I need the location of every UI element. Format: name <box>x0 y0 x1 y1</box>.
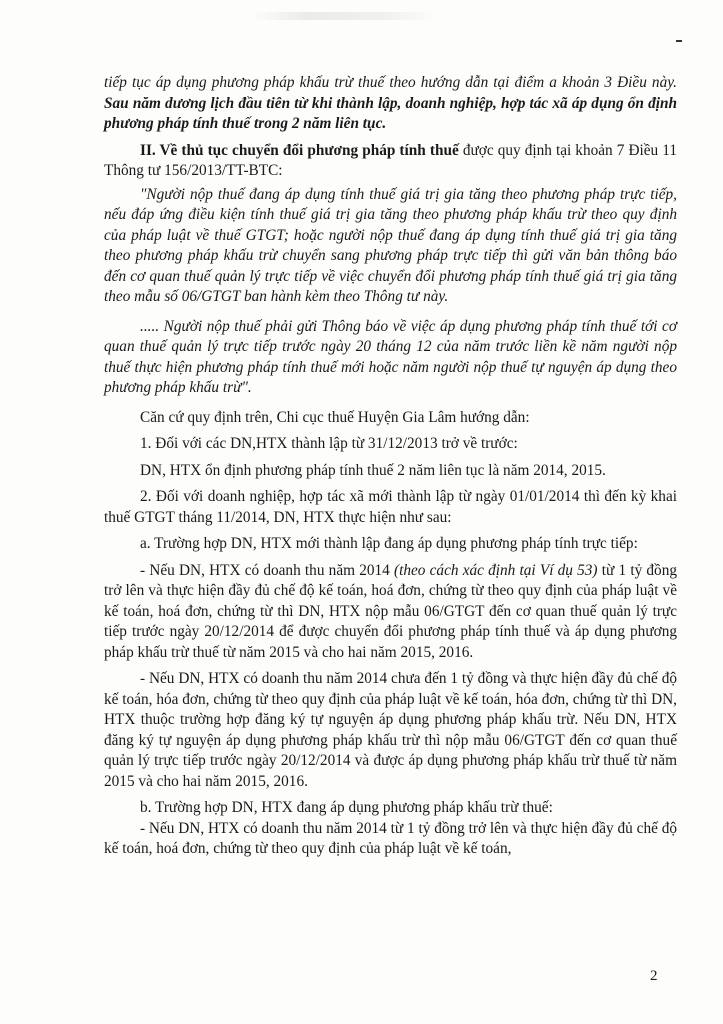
quote-paragraph-1: "Người nộp thuế đang áp dụng tính thuế giá trị gia tăng theo phương pháp trực tiếp, nếu đáp ứng điều kiện tính thuế giá trị gia tăng theo phương pháp khấu trừ theo quy định của pháp luật về thuế GTGT; hoặc người nộp thuế đang áp dụng tính thuế giá trị gia tăng theo phương pháp khấu trừ chuyển sang phương pháp trực tiếp thì gửi văn bản thông báo đến cơ quan thuế quản lý trực tiếp về việc chuyển đổi phương pháp tính thuế giá trị gia tăng theo mẫu số 06/GTGT ban hành kèm theo Thông tư này. <box>104 185 677 305</box>
section-2-paragraph <box>104 141 677 182</box>
scan-shadow <box>250 12 440 20</box>
item-1-heading: 1. Đối với các DN,HTX thành lập từ 31/12/2013 trở về trước: <box>140 435 518 452</box>
item-2a-bullet-2: - Nếu DN, HTX có doanh thu năm 2014 chưa đến 1 tỷ đồng và thực hiện đầy đủ chế độ kế toán, hóa đơn, chứng từ theo quy định của pháp luật về kế toán, hóa đơn, chứng từ thì DN, HTX thuộc trường hợp đăng ký tự nguyện áp dụng phương pháp khấu trừ. Nếu DN, HTX đăng ký tự nguyện áp dụng phương pháp khấu trừ thì nộp mẫu 06/GTGT đến cơ quan thuế quản lý trực tiếp trước ngày 20/12/2014 và được áp dụng phương pháp khấu trừ thuế từ năm 2015 và cho hai năm 2015, 2016. <box>104 670 677 790</box>
item-2a-bullet-1 <box>104 561 677 664</box>
bullet-1-start: - Nếu DN, HTX có doanh thu năm 2014 <box>140 561 390 579</box>
bullet-1-italic: (theo cách xác định tại Ví dụ 53) <box>394 561 598 579</box>
item-2a-heading: a. Trường hợp DN, HTX mới thành lập đang áp dụng phương pháp tính trực tiếp: <box>140 535 638 552</box>
bullet-1-end: từ 1 tỷ đồng trở lên và thực hiện đầy đủ chế độ kế toán, hoá đơn, chứng từ theo quy định của pháp luật về kế toán, hoá đơn, chứng từ thì DN, HTX nộp mẫu 06/GTGT đến cơ quan thuế quản lý trực tiếp trước ngày 20/12/2014 để được chuyển đổi phương pháp tính thuế và áp dụng phương pháp khấu trừ thuế từ năm 2015 và cho hai năm 2015, 2016. <box>104 561 678 661</box>
continuation-italic: tiếp tục áp dụng phương pháp khấu trừ thuế theo hướng dẫn tại điểm a khoản 3 Điều này. <box>104 74 677 91</box>
paragraph-continuation <box>104 73 677 135</box>
scan-mark <box>676 40 682 42</box>
basis-paragraph: Căn cứ quy định trên, Chi cục thuế Huyện Gia Lâm hướng dẫn: <box>140 408 530 426</box>
document-body <box>104 73 677 860</box>
item-2b-heading: b. Trường hợp DN, HTX đang áp dụng phương pháp khấu trừ thuế: <box>140 799 553 816</box>
continuation-bold-italic: Sau năm dương lịch đầu tiên từ khi thành lập, doanh nghiệp, hợp tác xã áp dụng ổn định phương pháp tính thuế trong 2 năm liên tục. <box>104 94 677 132</box>
page-number: 2 <box>650 968 658 984</box>
item-1-detail: DN, HTX ổn định phương pháp tính thuế 2 năm liên tục là năm 2014, 2015. <box>140 461 606 479</box>
item-2b-bullet-1: - Nếu DN, HTX có doanh thu năm 2014 từ 1 tỷ đồng trở lên và thực hiện đầy đủ chế độ kế toán, hoá đơn, chứng từ theo quy định của pháp luật về kế toán, <box>104 819 678 857</box>
item-2-heading: 2. Đối với doanh nghiệp, hợp tác xã mới thành lập từ ngày 01/01/2014 thì đến kỳ khai thuế GTGT tháng 11/2014, DN, HTX thực hiện như sau: <box>104 488 677 526</box>
section-2-heading: II. Về thủ tục chuyển đổi phương pháp tính thuế <box>140 141 459 159</box>
quote-paragraph-2: ..... Người nộp thuế phải gửi Thông báo về việc áp dụng phương pháp tính thuế tới cơ quan thuế quản lý trực tiếp trước ngày 20 tháng 12 của năm trước liền kề năm người nộp thuế thực hiện phương pháp tính thuế mới hoặc năm người nộp thuế tự nguyện áp dụng theo phương pháp khấu trừ". <box>104 317 677 396</box>
section-2-text: được quy định tại khoản 7 Điều 11 Thông tư 156/2013/TT-BTC: <box>104 141 677 179</box>
